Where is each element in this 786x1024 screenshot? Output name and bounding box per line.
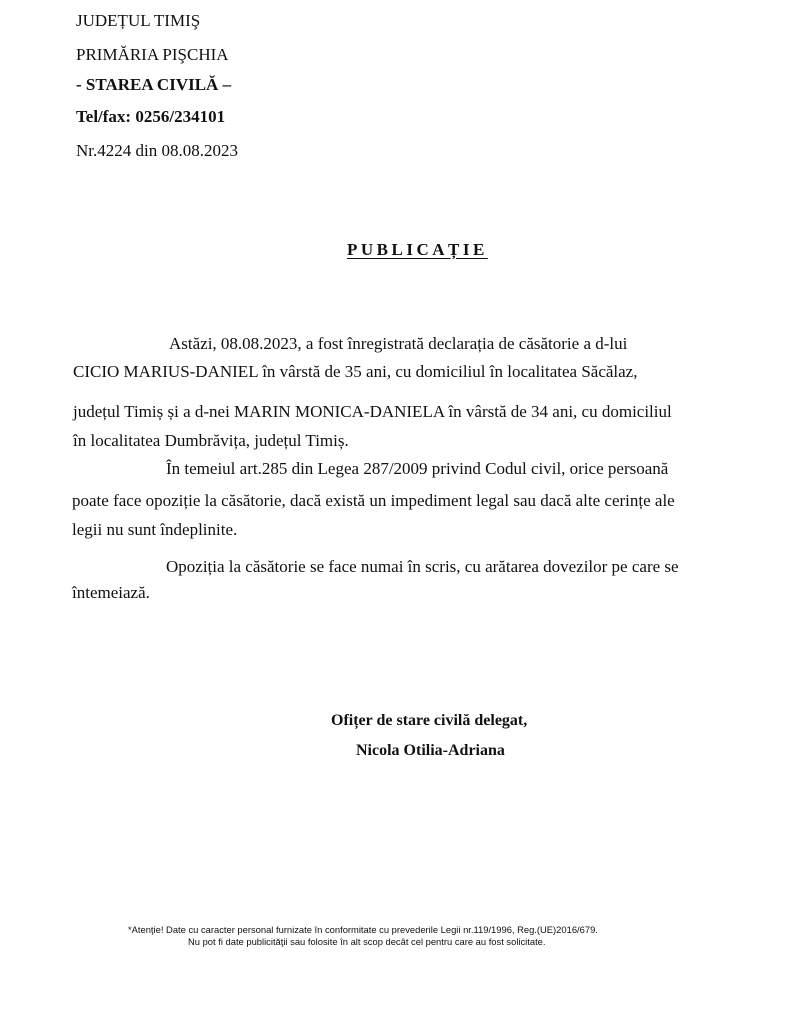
body-line: legii nu sunt îndeplinite. xyxy=(72,520,238,539)
body-line: întemeiază. xyxy=(72,583,150,602)
body-line: județul Timiș și a d-nei MARIN MONICA-DANIELA în vârstă de 34 ani, cu domiciliul xyxy=(73,402,672,421)
privacy-notice-line: Nu pot fi date publicităţii sau folosite în alt scop decât cel pentru care au fost solicitate. xyxy=(188,936,546,947)
signatory-name: Nicola Otilia-Adriana xyxy=(356,742,505,759)
phone-fax: Tel/fax: 0256/234101 xyxy=(76,107,226,126)
body-line: CICIO MARIUS-DANIEL în vârstă de 35 ani, cu domiciliul în localitatea Săcălaz, xyxy=(73,362,638,381)
signatory-role: Ofițer de stare civilă delegat, xyxy=(331,712,528,729)
registration-number: Nr.4224 din 08.08.2023 xyxy=(76,141,238,160)
body-line: în localitatea Dumbrăvița, județul Timiș. xyxy=(73,431,349,450)
county-name: JUDEȚUL TIMIŞ xyxy=(76,11,201,30)
privacy-notice-line: *Atenţie! Date cu caracter personal furnizate în conformitate cu prevederile Legii nr.119/1996, Reg.(UE)2016/679. xyxy=(128,924,598,935)
body-line: În temeiul art.285 din Legea 287/2009 privind Codul civil, orice persoană xyxy=(166,459,669,478)
body-line: Opoziția la căsătorie se face numai în scris, cu arătarea dovezilor pe care se xyxy=(166,557,679,576)
document-title: PUBLICAȚIE xyxy=(347,240,488,259)
body-line: Astăzi, 08.08.2023, a fost înregistrată declarația de căsătorie a d-lui xyxy=(169,334,628,353)
body-line: poate face opoziție la căsătorie, dacă există un impediment legal sau dacă alte cerințe ale xyxy=(72,491,675,510)
department-name: - STAREA CIVILĂ – xyxy=(76,75,232,94)
town-hall-name: PRIMĂRIA PIŞCHIA xyxy=(76,45,229,64)
